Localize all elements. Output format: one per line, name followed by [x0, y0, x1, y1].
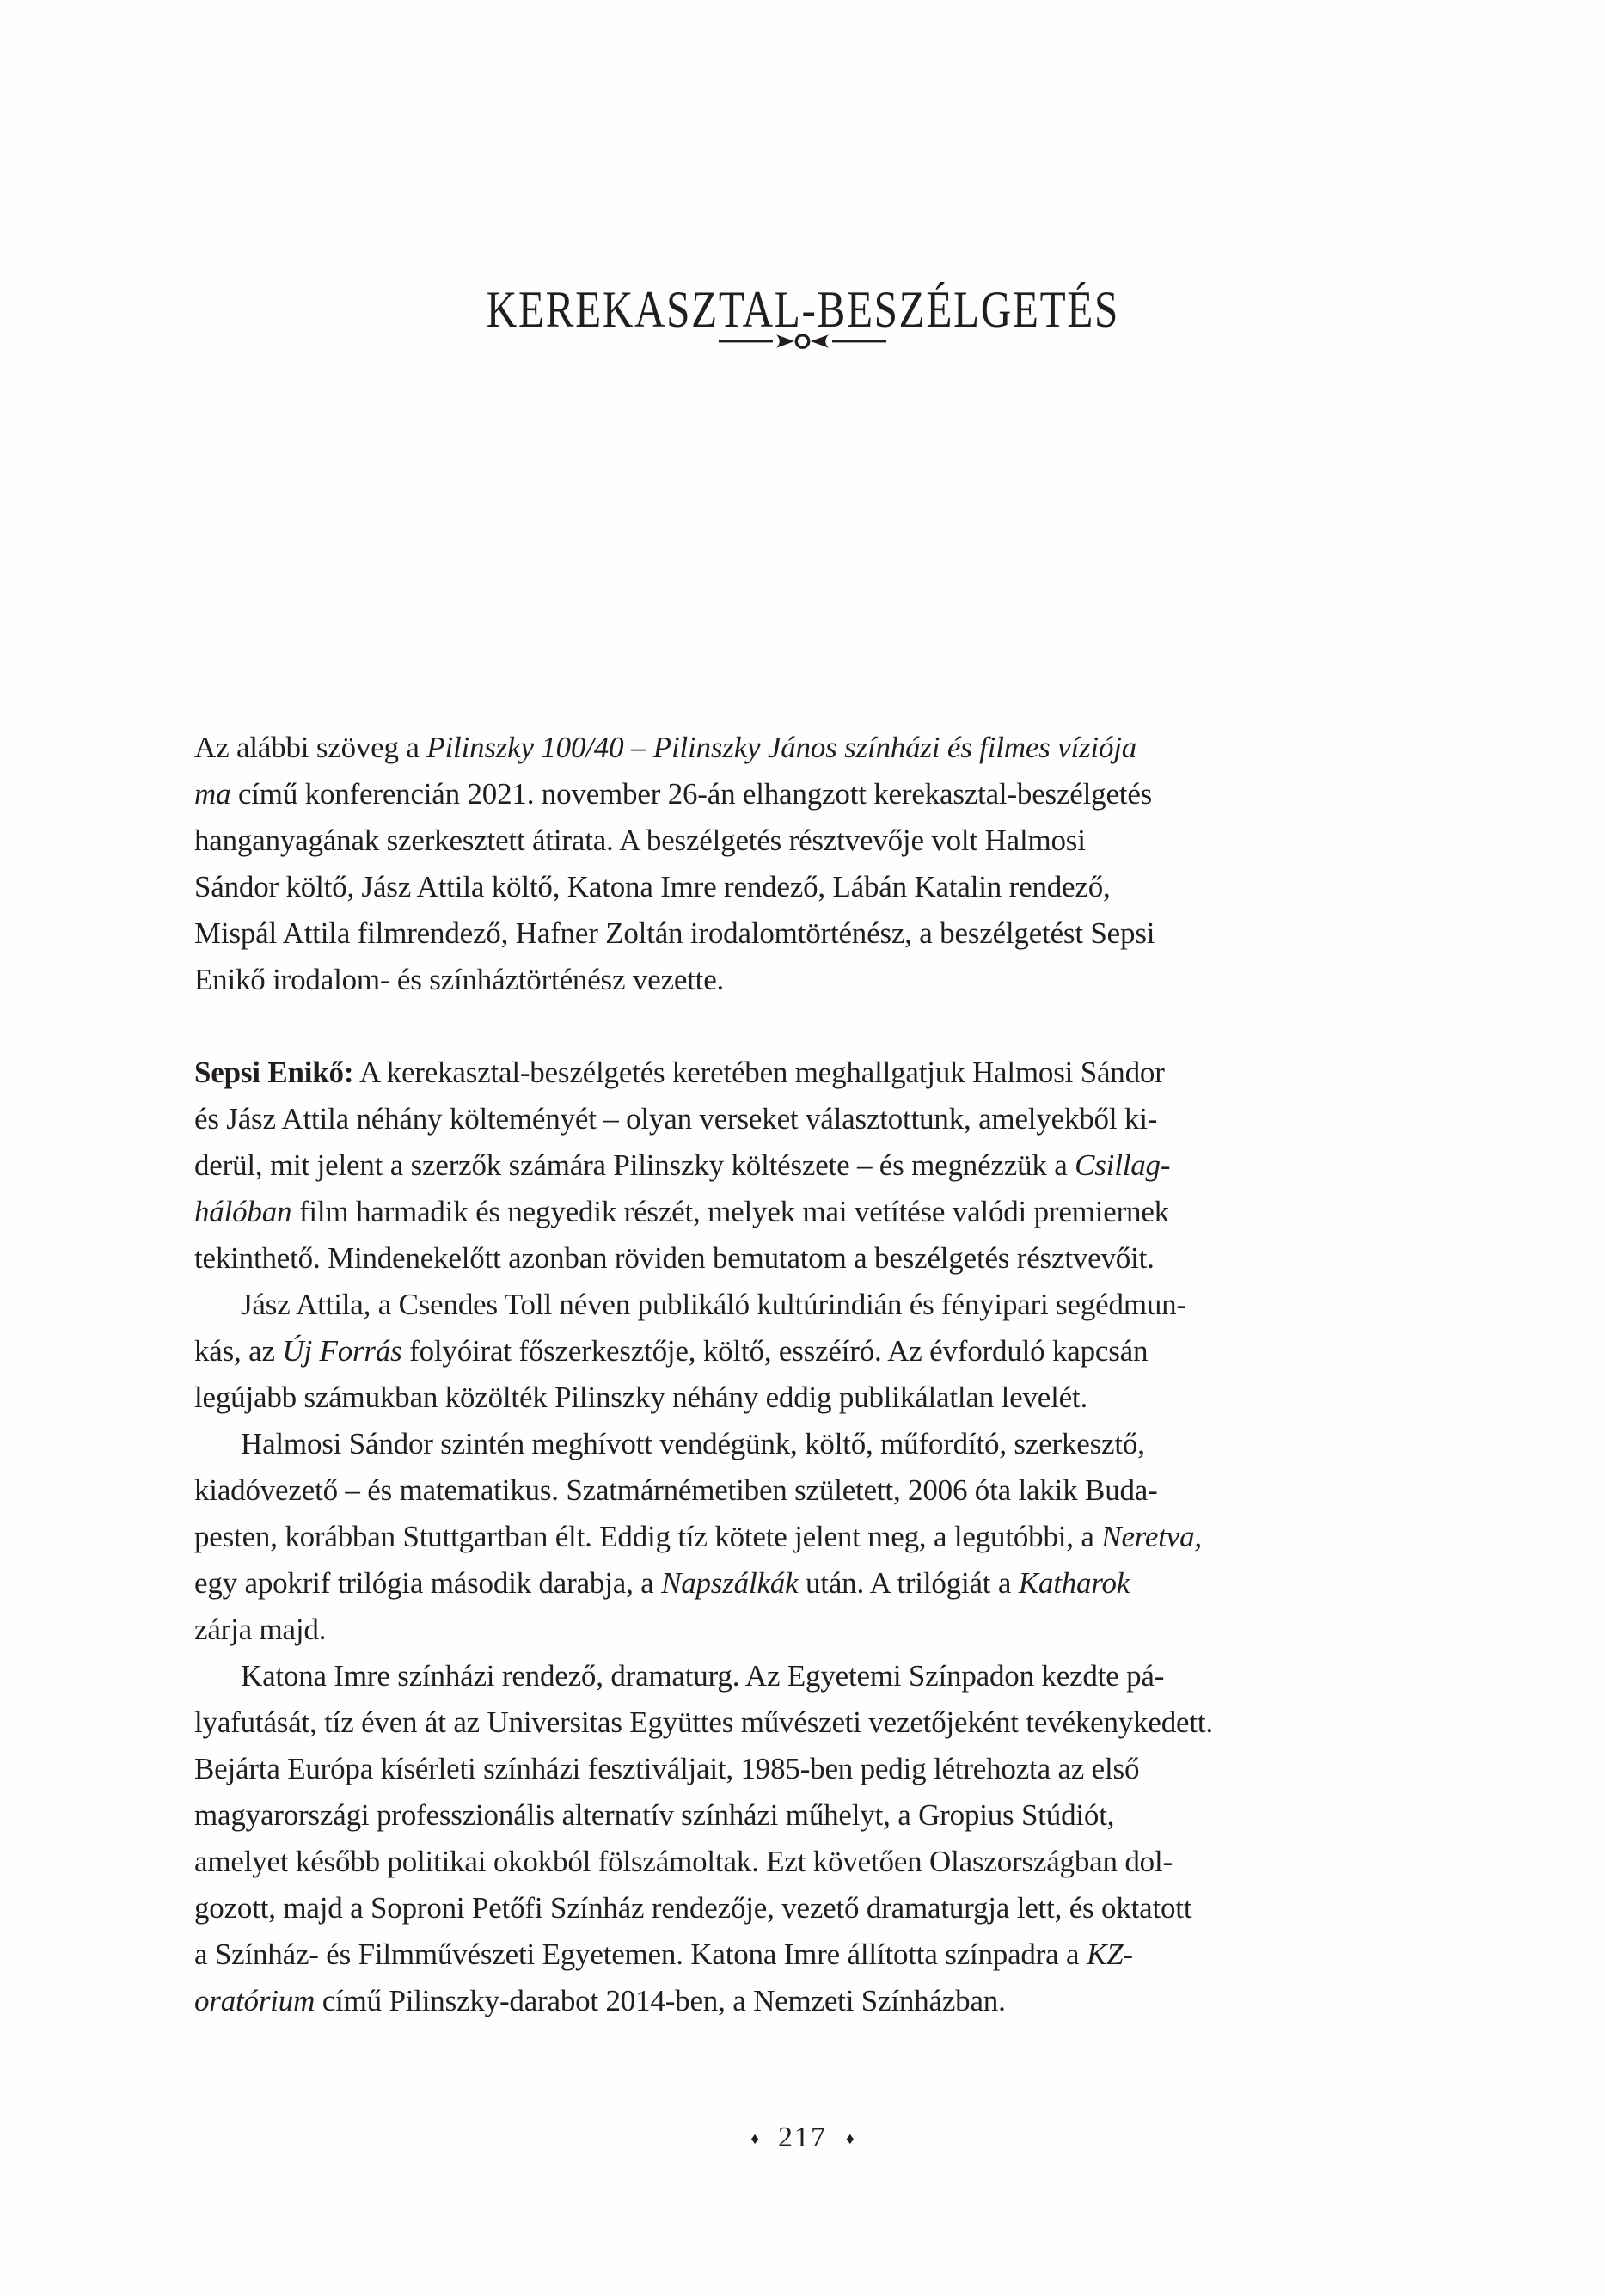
italic-text: ma — [194, 777, 231, 811]
text-segment: és Jász Attila néhány költeményét – olyan verseket választottunk, amelyekből ki- — [194, 1102, 1158, 1136]
text-line — [194, 1514, 1410, 1560]
text-line — [194, 910, 1410, 957]
arrow-left-icon — [776, 334, 794, 348]
text-line — [194, 1096, 1410, 1142]
section-divider-ornament — [719, 330, 886, 352]
text-line — [194, 957, 1410, 1003]
italic-text: oratórium — [194, 1984, 315, 2017]
text-segment: Bejárta Európa kísérleti színházi fesztiváljait, 1985-ben pedig létrehozta az első — [194, 1752, 1140, 1785]
text-segment: Jász Attila, a Csendes Toll néven publikáló kultúrindián és fényipari segédmun- — [241, 1288, 1186, 1321]
text-segment: Sándor költő, Jász Attila költő, Katona Imre rendező, Lábán Katalin rendező, — [194, 870, 1111, 903]
text-segment: derül, mit jelent a szerzők számára Pilinszky költészete – és megnézzük a — [194, 1148, 1075, 1182]
text-segment: után. A trilógiát a — [798, 1566, 1019, 1600]
italic-text: hálóban — [194, 1195, 292, 1228]
text-segment: A kerekasztal-beszélgetés keretében meghallgatjuk Halmosi Sándor — [353, 1056, 1165, 1089]
text-segment: Mispál Attila filmrendező, Hafner Zoltán irodalomtörténész, a beszélgetést Sepsi — [194, 916, 1155, 950]
text-segment: pesten, korábban Stuttgartban élt. Eddig tíz kötete jelent meg, a legutóbbi, a — [194, 1520, 1102, 1553]
text-segment: egy apokrif trilógia második darabja, a — [194, 1566, 662, 1600]
text-segment: Az alábbi szöveg a — [194, 731, 427, 764]
text-line — [194, 1746, 1410, 1792]
text-line — [194, 817, 1410, 864]
paragraph — [194, 1653, 1410, 2024]
text-line — [194, 1189, 1410, 1235]
text-segment: tekinthető. Mindenekelőtt azonban röviden bemutatom a beszélgetés résztvevőit. — [194, 1241, 1155, 1275]
text-line — [194, 771, 1410, 817]
ring-icon — [796, 335, 808, 347]
text-line — [194, 1932, 1410, 1978]
text-line — [194, 725, 1410, 771]
text-line — [194, 1560, 1410, 1607]
text-line — [194, 1885, 1410, 1932]
paragraph — [194, 1421, 1410, 1653]
paragraph — [194, 725, 1410, 1003]
page-title — [0, 282, 1605, 337]
text-line — [194, 1235, 1410, 1282]
italic-text: Új Forrás — [282, 1334, 402, 1368]
text-line — [194, 1978, 1410, 2024]
text-line — [194, 1699, 1410, 1746]
text-segment: legújabb számukban közölték Pilinszky néhány eddig publikálatlan levelét. — [194, 1381, 1088, 1414]
text-line — [194, 1421, 1410, 1467]
paragraph — [194, 1050, 1410, 1282]
text-line — [194, 1142, 1410, 1189]
text-segment: film harmadik és negyedik részét, melyek mai vetítése valódi premiernek — [291, 1195, 1169, 1228]
text-segment: gozott, majd a Soproni Petőfi Színház rendezője, vezető dramaturgja lett, és oktatott — [194, 1891, 1192, 1925]
italic-text: KZ- — [1086, 1938, 1133, 1971]
paragraph — [194, 1282, 1410, 1421]
text-segment: Enikő irodalom- és színháztörténész vezette. — [194, 963, 725, 996]
text-line — [194, 1653, 1410, 1699]
page-title-text: KEREKASZTAL-BESZÉLGETÉS — [486, 281, 1119, 339]
text-line — [194, 864, 1410, 910]
text-line — [194, 1328, 1410, 1375]
speaker-name: Sepsi Enikő: — [194, 1056, 354, 1089]
text-segment: a Színház- és Filmművészeti Egyetemen. Katona Imre állította színpadra a — [194, 1938, 1087, 1971]
text-line — [194, 1375, 1410, 1421]
text-segment: című Pilinszky-darabot 2014-ben, a Nemzeti Színházban. — [315, 1984, 1006, 2017]
italic-text: Napszálkák — [661, 1566, 799, 1600]
italic-text: Katharok — [1018, 1566, 1130, 1600]
text-segment: lyafutását, tíz éven át az Universitas Együttes művészeti vezetőjeként tevékenykedett. — [194, 1705, 1213, 1739]
divider-line-right — [832, 340, 886, 343]
page-number: 217 — [778, 2122, 827, 2153]
text-line — [194, 1467, 1410, 1514]
text-line — [194, 1792, 1410, 1839]
text-line — [194, 1607, 1410, 1653]
italic-text: Neretva, — [1101, 1520, 1202, 1553]
text-segment: Katona Imre színházi rendező, dramaturg. Az Egyetemi Színpadon kezdte pá- — [241, 1659, 1165, 1693]
text-line — [194, 1050, 1410, 1096]
text-segment: folyóirat főszerkesztője, költő, esszéíró. Az évforduló kapcsán — [401, 1334, 1149, 1368]
text-segment: hanganyagának szerkesztett átirata. A beszélgetés résztvevője volt Halmosi — [194, 823, 1086, 857]
text-segment: kiadóvezető – és matematikus. Szatmárnémetiben született, 2006 óta lakik Buda- — [194, 1473, 1158, 1507]
arrow-right-icon — [811, 334, 829, 348]
page-footer — [0, 2121, 1605, 2155]
text-line — [194, 1839, 1410, 1885]
body-text — [194, 725, 1410, 2024]
text-segment: című konferencián 2021. november 26-án elhangzott kerekasztal-beszélgetés — [230, 777, 1153, 811]
italic-text: Pilinszky 100/40 – Pilinszky János színházi és filmes víziója — [426, 731, 1137, 764]
text-segment: kás, az — [194, 1334, 283, 1368]
text-line — [194, 1282, 1410, 1328]
italic-text: Csillag- — [1075, 1148, 1171, 1182]
text-segment: amelyet később politikai okokból fölszámoltak. Ezt követően Olaszországban dol- — [194, 1845, 1173, 1878]
footer-diamond-left-icon: ♦ — [750, 2130, 759, 2148]
divider-line-left — [719, 340, 773, 343]
footer-diamond-right-icon: ♦ — [846, 2130, 855, 2148]
text-segment: Halmosi Sándor szintén meghívott vendégünk, költő, műfordító, szerkesztő, — [241, 1427, 1145, 1460]
text-segment: magyarországi professzionális alternatív színházi műhelyt, a Gropius Stúdiót, — [194, 1798, 1115, 1832]
text-segment: zárja majd. — [194, 1613, 327, 1646]
